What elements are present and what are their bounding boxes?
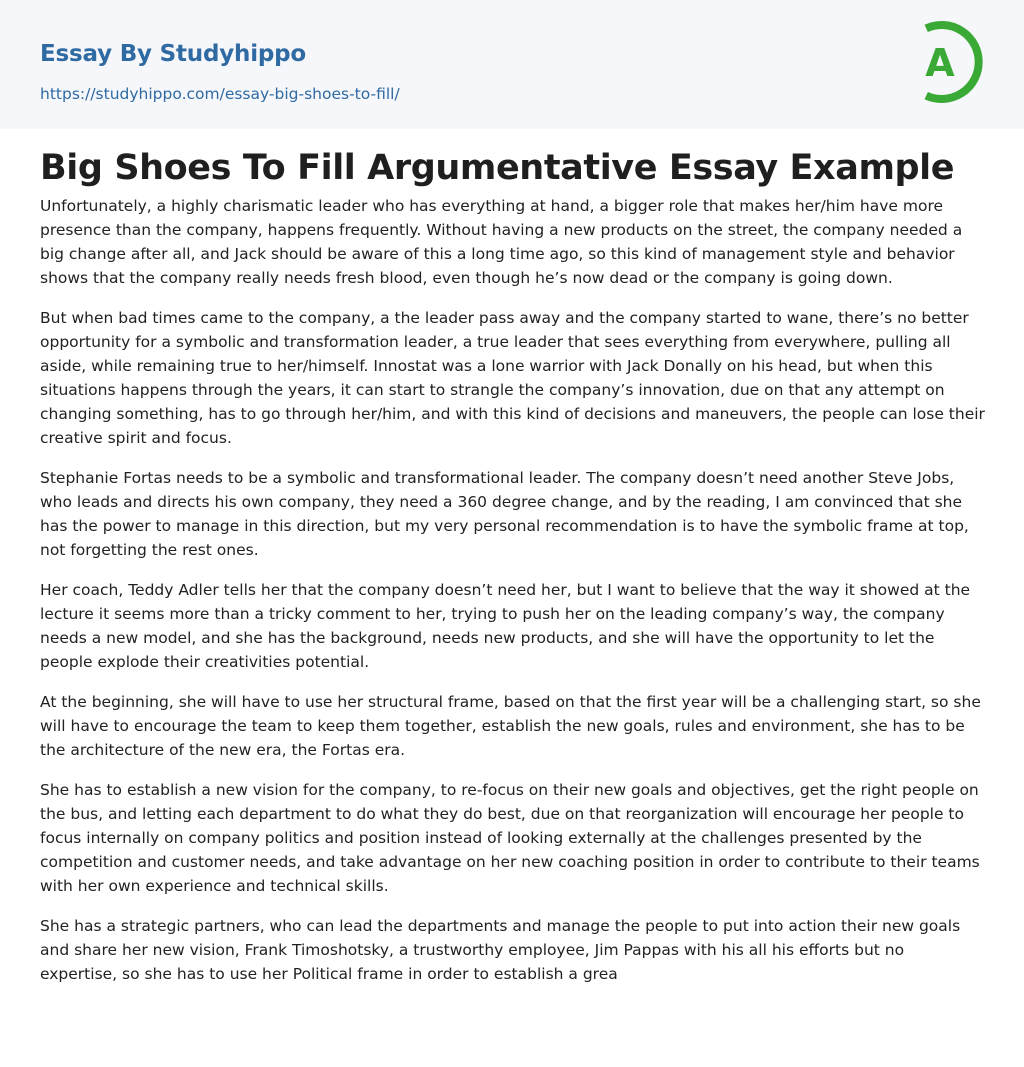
studyhippo-logo-icon[interactable] — [904, 18, 988, 106]
brand-title[interactable]: Essay By Studyhippo — [40, 41, 307, 67]
essay-paragraph: Her coach, Teddy Adler tells her that the company doesn’t need her, but I want to believe that the way it showed at the lecture it seems more than a tricky comment to her, trying to push her on the leading company’s way, the company needs a new model, and she has the background, needs new products, and she will have the opportunity to let the people explode their creativities potential. — [40, 581, 971, 671]
logo-letter: A — [925, 41, 955, 85]
site-header — [0, 0, 1024, 129]
essay-paragraph: She has to establish a new vision for the company, to re-focus on their new goals and objectives, get the right people on the bus, and letting each department to do what they do best, due on that reorganization will encourage her people to focus internally on company politics and position instead of looking externally at the challenges presented by the competition and customer needs, and take advantage on her new coaching position in order to contribute to their teams with her own experience and technical skills. — [40, 781, 980, 895]
essay-paragraph: She has a strategic partners, who can lead the departments and manage the people to put into action their new goals and share her new vision, Frank Timoshotsky, a trustworthy employee, Jim Pappas with his all his efforts but no expertise, so she has to use her Political frame in order to establish a grea — [40, 917, 961, 983]
essay-url-link[interactable]: https://studyhippo.com/essay-big-shoes-to-fill/ — [40, 85, 400, 103]
page-title: Big Shoes To Fill Argumentative Essay Example — [40, 148, 955, 188]
essay-body — [40, 194, 986, 1002]
essay-paragraph: Stephanie Fortas needs to be a symbolic and transformational leader. The company doesn’t need another Steve Jobs, who leads and directs his own company, they need a 360 degree change, and by the reading, I am convinced that she has the power to manage in this direction, but my very personal recommendation is to have the symbolic frame at top, not forgetting the rest ones. — [40, 469, 969, 559]
essay-paragraph: Unfortunately, a highly charismatic leader who has everything at hand, a bigger role that makes her/him have more presence than the company, happens frequently. Without having a new products on the street, the company needed a big change after all, and Jack should be aware of this a long time ago, so this kind of management style and behavior shows that the company really needs fresh blood, even though he’s now dead or the company is going down. — [40, 197, 963, 287]
essay-paragraph: At the beginning, she will have to use her structural frame, based on that the first year will be a challenging start, so she will have to encourage the team to keep them together, establish the new goals, rules and environment, she has to be the architecture of the new era, the Fortas era. — [40, 693, 981, 759]
essay-paragraph: But when bad times came to the company, a the leader pass away and the company started to wane, there’s no better opportunity for a symbolic and transformation leader, a true leader that sees everything from everywhere, pulling all aside, while remaining true to her/himself. Innostat was a lone warrior with Jack Donally on his head, but when this situations happens through the years, it can start to strangle the company’s innovation, due on that any attempt on changing something, has to go through her/him, and with this kind of decisions and maneuvers, the people can lose their creative spirit and focus. — [40, 309, 985, 447]
